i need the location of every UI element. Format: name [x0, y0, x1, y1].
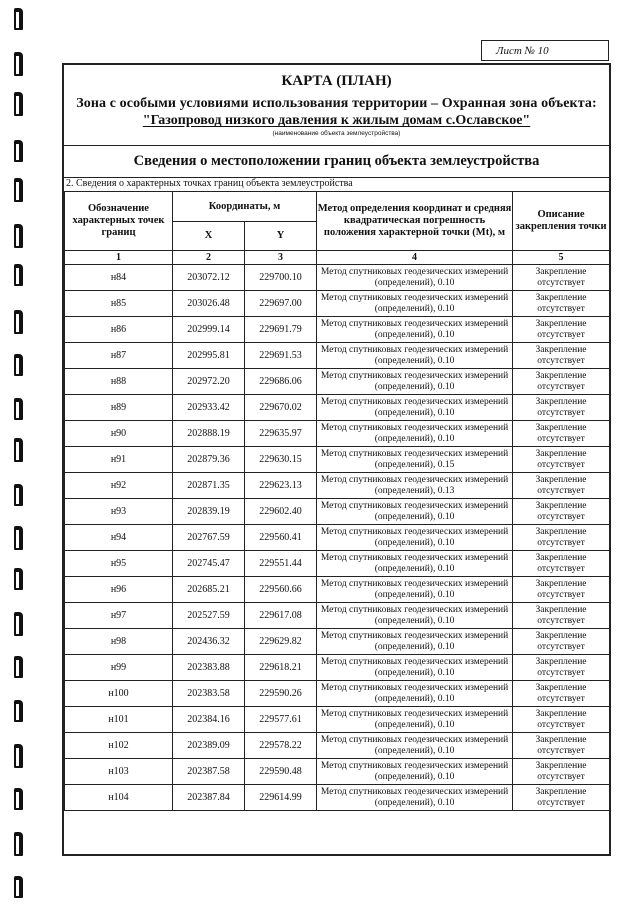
x-cell: 202384.16 — [173, 707, 245, 733]
subsection-title: 2. Сведения о характерных точках границ объекта землеустройства — [66, 178, 353, 189]
column-header-description: Описание закрепления точки — [513, 192, 610, 251]
table-row — [65, 629, 610, 655]
x-cell: 202685.21 — [173, 577, 245, 603]
description-cell: Закрепление отсутствует — [513, 265, 610, 291]
point-cell: н90 — [65, 421, 173, 447]
y-cell: 229560.66 — [245, 577, 317, 603]
method-cell: Метод спутниковых геодезических измерений (определений), 0.10 — [317, 421, 513, 447]
point-cell: н85 — [65, 291, 173, 317]
x-cell: 202933.42 — [173, 395, 245, 421]
table-row — [65, 473, 610, 499]
document-frame — [62, 63, 611, 856]
method-cell: Метод спутниковых геодезических измерений (определений), 0.10 — [317, 733, 513, 759]
column-number: 3 — [245, 251, 317, 265]
y-cell: 229635.97 — [245, 421, 317, 447]
method-cell: Метод спутниковых геодезических измерений (определений), 0.10 — [317, 707, 513, 733]
method-cell: Метод спутниковых геодезических измерений (определений), 0.10 — [317, 499, 513, 525]
method-cell: Метод спутниковых геодезических измерений (определений), 0.10 — [317, 551, 513, 577]
point-cell: н86 — [65, 317, 173, 343]
x-cell: 202389.09 — [173, 733, 245, 759]
y-cell: 229560.41 — [245, 525, 317, 551]
table-row — [65, 603, 610, 629]
y-cell: 229686.06 — [245, 369, 317, 395]
column-number: 5 — [513, 251, 610, 265]
table-row — [65, 525, 610, 551]
x-cell: 202871.35 — [173, 473, 245, 499]
y-cell: 229602.40 — [245, 499, 317, 525]
table-row — [65, 655, 610, 681]
y-cell: 229618.21 — [245, 655, 317, 681]
table-row — [65, 499, 610, 525]
object-name: "Газопровод низкого давления к жилым домам с.Ославское" — [142, 113, 531, 128]
description-cell: Закрепление отсутствует — [513, 317, 610, 343]
column-header-coordinates: Координаты, м — [173, 192, 317, 222]
binder-hole-mark — [14, 526, 23, 550]
description-cell: Закрепление отсутствует — [513, 603, 610, 629]
description-cell: Закрепление отсутствует — [513, 525, 610, 551]
point-cell: н98 — [65, 629, 173, 655]
table-row — [65, 265, 610, 291]
table-row — [65, 395, 610, 421]
x-cell: 202767.59 — [173, 525, 245, 551]
y-cell: 229670.02 — [245, 395, 317, 421]
y-cell: 229623.13 — [245, 473, 317, 499]
x-cell: 202387.84 — [173, 785, 245, 811]
column-header-y: Y — [245, 221, 317, 251]
point-cell: н92 — [65, 473, 173, 499]
x-cell: 202995.81 — [173, 343, 245, 369]
table-row — [65, 681, 610, 707]
point-cell: н104 — [65, 785, 173, 811]
x-cell: 202745.47 — [173, 551, 245, 577]
point-cell: н94 — [65, 525, 173, 551]
method-cell: Метод спутниковых геодезических измерений (определений), 0.10 — [317, 395, 513, 421]
method-cell: Метод спутниковых геодезических измерений (определений), 0.10 — [317, 681, 513, 707]
point-cell: н89 — [65, 395, 173, 421]
point-cell: н99 — [65, 655, 173, 681]
document-header — [64, 65, 609, 146]
description-cell: Закрепление отсутствует — [513, 733, 610, 759]
column-number: 2 — [173, 251, 245, 265]
table-row — [65, 759, 610, 785]
x-cell: 202972.20 — [173, 369, 245, 395]
y-cell: 229551.44 — [245, 551, 317, 577]
description-cell: Закрепление отсутствует — [513, 707, 610, 733]
y-cell: 229697.00 — [245, 291, 317, 317]
binder-hole-mark — [14, 484, 23, 506]
y-cell: 229577.61 — [245, 707, 317, 733]
point-cell: н84 — [65, 265, 173, 291]
y-cell: 229590.48 — [245, 759, 317, 785]
table-row — [65, 551, 610, 577]
point-cell: н93 — [65, 499, 173, 525]
sheet-number-box — [481, 40, 609, 61]
method-cell: Метод спутниковых геодезических измерений (определений), 0.15 — [317, 447, 513, 473]
y-cell: 229614.99 — [245, 785, 317, 811]
x-cell: 202999.14 — [173, 317, 245, 343]
x-cell: 202387.58 — [173, 759, 245, 785]
description-cell: Закрепление отсутствует — [513, 343, 610, 369]
description-cell: Закрепление отсутствует — [513, 759, 610, 785]
table-row — [65, 577, 610, 603]
x-cell: 202888.19 — [173, 421, 245, 447]
method-cell: Метод спутниковых геодезических измерений (определений), 0.10 — [317, 343, 513, 369]
method-cell: Метод спутниковых геодезических измерений (определений), 0.10 — [317, 577, 513, 603]
description-cell: Закрепление отсутствует — [513, 577, 610, 603]
x-cell: 202839.19 — [173, 499, 245, 525]
point-cell: н88 — [65, 369, 173, 395]
point-cell: н102 — [65, 733, 173, 759]
point-cell: н101 — [65, 707, 173, 733]
zone-description: Зона с особыми условиями использования территории – Охранная зона объекта: — [76, 96, 597, 111]
column-number: 1 — [65, 251, 173, 265]
method-cell: Метод спутниковых геодезических измерений (определений), 0.10 — [317, 655, 513, 681]
binder-hole-mark — [14, 788, 23, 810]
points-table-body — [65, 265, 610, 811]
y-cell: 229578.22 — [245, 733, 317, 759]
description-cell: Закрепление отсутствует — [513, 629, 610, 655]
y-cell: 229691.79 — [245, 317, 317, 343]
binder-hole-mark — [14, 8, 23, 30]
point-cell: н100 — [65, 681, 173, 707]
x-cell: 202879.36 — [173, 447, 245, 473]
table-row — [65, 707, 610, 733]
y-cell: 229590.26 — [245, 681, 317, 707]
table-row — [65, 343, 610, 369]
method-cell: Метод спутниковых геодезических измерений (определений), 0.10 — [317, 369, 513, 395]
description-cell: Закрепление отсутствует — [513, 551, 610, 577]
x-cell: 202383.58 — [173, 681, 245, 707]
points-table — [64, 191, 610, 811]
binder-hole-mark — [14, 700, 23, 722]
description-cell: Закрепление отсутствует — [513, 369, 610, 395]
column-header-x: X — [173, 221, 245, 251]
binder-hole-mark — [14, 52, 23, 76]
description-cell: Закрепление отсутствует — [513, 785, 610, 811]
binder-hole-mark — [14, 354, 23, 376]
description-cell: Закрепление отсутствует — [513, 447, 610, 473]
binder-hole-mark — [14, 568, 23, 590]
description-cell: Закрепление отсутствует — [513, 681, 610, 707]
description-cell: Закрепление отсутствует — [513, 499, 610, 525]
column-header-point: Обозначение характерных точек границ — [65, 192, 173, 251]
point-cell: н97 — [65, 603, 173, 629]
description-cell: Закрепление отсутствует — [513, 421, 610, 447]
point-cell: н103 — [65, 759, 173, 785]
table-row — [65, 291, 610, 317]
y-cell: 229691.53 — [245, 343, 317, 369]
binder-hole-mark — [14, 310, 23, 334]
method-cell: Метод спутниковых геодезических измерений (определений), 0.10 — [317, 785, 513, 811]
object-name-note: (наименование объекта землеустройства) — [272, 130, 401, 137]
binder-hole-mark — [14, 876, 23, 898]
x-cell: 202383.88 — [173, 655, 245, 681]
description-cell: Закрепление отсутствует — [513, 655, 610, 681]
y-cell: 229617.08 — [245, 603, 317, 629]
binder-hole-mark — [14, 398, 23, 420]
x-cell: 202527.59 — [173, 603, 245, 629]
column-header-method: Метод определения координат и средняя квадратическая погрешность положения характерной точки (Mt), м — [317, 192, 513, 251]
table-row — [65, 447, 610, 473]
binder-hole-mark — [14, 92, 23, 116]
method-cell: Метод спутниковых геодезических измерений (определений), 0.10 — [317, 629, 513, 655]
binder-holes — [14, 0, 28, 905]
description-cell: Закрепление отсутствует — [513, 291, 610, 317]
point-cell: н91 — [65, 447, 173, 473]
binder-hole-mark — [14, 438, 23, 462]
table-row — [65, 785, 610, 811]
description-cell: Закрепление отсутствует — [513, 473, 610, 499]
table-row — [65, 733, 610, 759]
description-cell: Закрепление отсутствует — [513, 395, 610, 421]
table-row — [65, 369, 610, 395]
point-cell: н96 — [65, 577, 173, 603]
x-cell: 203072.12 — [173, 265, 245, 291]
section-title: Сведения о местоположении границ объекта землеустройства — [64, 145, 609, 178]
binder-hole-mark — [14, 612, 23, 636]
y-cell: 229629.82 — [245, 629, 317, 655]
point-cell: н95 — [65, 551, 173, 577]
binder-hole-mark — [14, 178, 23, 202]
method-cell: Метод спутниковых геодезических измерений (определений), 0.10 — [317, 317, 513, 343]
binder-hole-mark — [14, 744, 23, 768]
method-cell: Метод спутниковых геодезических измерений (определений), 0.10 — [317, 603, 513, 629]
binder-hole-mark — [14, 140, 23, 162]
x-cell: 203026.48 — [173, 291, 245, 317]
point-cell: н87 — [65, 343, 173, 369]
method-cell: Метод спутниковых геодезических измерений (определений), 0.13 — [317, 473, 513, 499]
y-cell: 229630.15 — [245, 447, 317, 473]
document-title: КАРТА (ПЛАН) — [281, 73, 392, 89]
method-cell: Метод спутниковых геодезических измерений (определений), 0.10 — [317, 525, 513, 551]
column-number: 4 — [317, 251, 513, 265]
x-cell: 202436.32 — [173, 629, 245, 655]
binder-hole-mark — [14, 264, 23, 286]
table-row — [65, 317, 610, 343]
binder-hole-mark — [14, 224, 23, 248]
sheet-number: Лист № 10 — [496, 44, 549, 57]
method-cell: Метод спутниковых геодезических измерений (определений), 0.10 — [317, 291, 513, 317]
table-row — [65, 421, 610, 447]
binder-hole-mark — [14, 832, 23, 856]
binder-hole-mark — [14, 656, 23, 678]
method-cell: Метод спутниковых геодезических измерений (определений), 0.10 — [317, 759, 513, 785]
method-cell: Метод спутниковых геодезических измерений (определений), 0.10 — [317, 265, 513, 291]
y-cell: 229700.10 — [245, 265, 317, 291]
